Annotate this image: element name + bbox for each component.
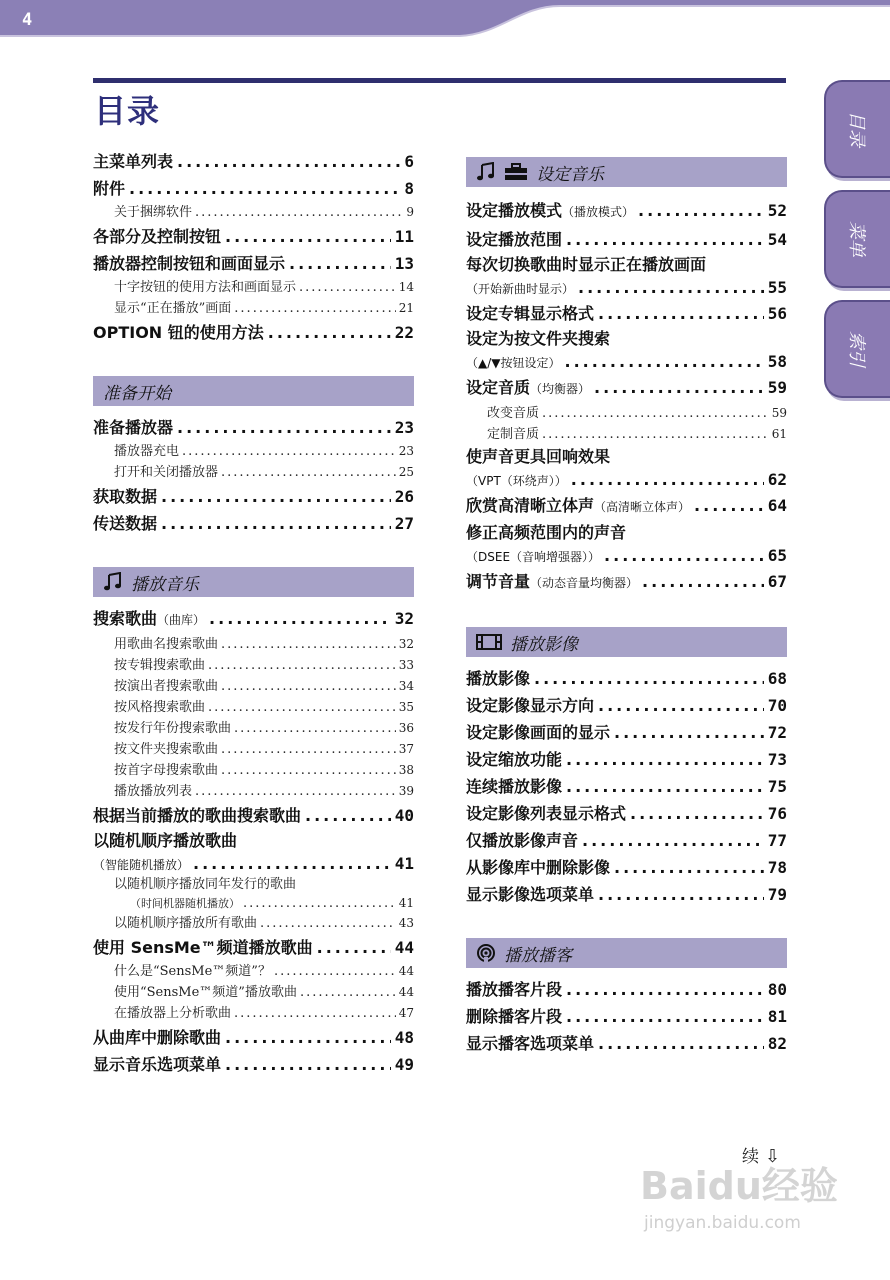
entry-label: 打开和关闭播放器: [114, 465, 219, 480]
entry-label: 以随机顺序播放同年发行的歌曲: [114, 877, 297, 892]
page-ref: 65: [767, 546, 787, 565]
toc-entry[interactable]: [466, 568, 787, 597]
page-ref: 37: [398, 742, 414, 756]
page-ref: 82: [767, 1034, 787, 1053]
page-ref: 52: [767, 201, 787, 220]
entry-label: 删除播客片段: [466, 1007, 563, 1026]
page-ref: 62: [767, 470, 787, 489]
toc-entry[interactable]: [93, 802, 414, 829]
watermark-logo: Baidu经验: [640, 1164, 838, 1208]
toc-entry[interactable]: [466, 300, 787, 327]
entry-line1: 以随机顺序播放歌曲: [93, 831, 238, 850]
page-ref: 44: [394, 938, 414, 957]
toc-entry[interactable]: [466, 692, 787, 719]
entry-label: 连续播放影像: [466, 777, 563, 796]
page-ref: 6: [404, 152, 414, 171]
entry-label: 显示“正在播放”画面: [114, 301, 232, 316]
entry-label: OPTION 钮的使用方法: [93, 323, 264, 342]
entry-line2: （VPT（环绕声））: [466, 474, 567, 488]
toc-subentry[interactable]: [93, 697, 414, 718]
toc-entry[interactable]: [466, 800, 787, 827]
section-header-settings: [466, 157, 787, 187]
entry-label: 使用 SensMe™频道播放歌曲: [93, 938, 313, 957]
page-ref: 26: [394, 487, 414, 506]
entry-label: 什么是“SensMe™频道”？: [114, 964, 271, 979]
page-ref: 64: [767, 496, 787, 515]
toc-entry[interactable]: [466, 1030, 787, 1057]
toc-left-column: [93, 148, 414, 1078]
toc-entry[interactable]: [466, 197, 787, 226]
entry-label: 传送数据: [93, 514, 158, 533]
toc-entry[interactable]: [93, 250, 414, 277]
page-ref: 77: [767, 831, 787, 850]
section-title: 准备开始: [103, 383, 171, 404]
watermark-url: jingyan.baidu.com: [644, 1213, 801, 1233]
page-ref: 59: [767, 378, 787, 397]
film-icon: [476, 633, 502, 651]
page-ref: 80: [767, 980, 787, 999]
page-ref: 61: [771, 427, 787, 441]
toc-subentry[interactable]: [93, 961, 414, 982]
entry-label: 以随机顺序播放所有歌曲: [114, 916, 258, 931]
entry-label: 按专辑搜索歌曲: [114, 658, 206, 673]
toc-entry[interactable]: [466, 854, 787, 881]
entry-label: 按发行年份搜索歌曲: [114, 721, 232, 736]
entry-note: （动态音量均衡器）: [530, 576, 639, 590]
entry-label: 主菜单列表: [93, 152, 174, 171]
page-ref: 68: [767, 669, 787, 688]
page-ref: 81: [767, 1007, 787, 1026]
toc-subentry[interactable]: [93, 894, 414, 913]
side-tabs: [824, 80, 890, 410]
entry-label: 改变音质: [487, 406, 540, 421]
section-title: 设定音乐: [536, 164, 604, 185]
toc-entry[interactable]: [466, 773, 787, 800]
toc-entry[interactable]: [466, 976, 787, 1003]
entry-line2: （开始新曲时显示）: [466, 282, 575, 296]
page-ref: 36: [398, 721, 414, 735]
toc-entry[interactable]: [466, 665, 787, 692]
page-ref: 72: [767, 723, 787, 742]
page-ref: 32: [394, 609, 414, 628]
page-ref: 21: [398, 301, 414, 315]
toc-entry[interactable]: [466, 445, 787, 492]
entry-line1: 使声音更具回响效果: [466, 447, 611, 466]
toc-subentry[interactable]: [93, 441, 414, 462]
toc-entry[interactable]: [466, 1003, 787, 1030]
continue-label: 续: [742, 1147, 759, 1167]
section-title: 播放播客: [504, 945, 572, 966]
entry-label: （时间机器随机播放）: [130, 897, 240, 910]
page-ref: 23: [394, 418, 414, 437]
entry-label: 设定影像列表显示格式: [466, 804, 627, 823]
toc-entry[interactable]: [466, 327, 787, 374]
entry-label: 设定播放范围: [466, 230, 563, 249]
toc-entry[interactable]: [93, 1024, 414, 1051]
entry-label: 十字按钮的使用方法和画面显示: [114, 280, 297, 295]
section-header-video: [466, 627, 787, 657]
page-ref: 25: [398, 465, 414, 479]
entry-label: 按演出者搜索歌曲: [114, 679, 219, 694]
entry-line2: （智能随机播放）: [93, 858, 190, 872]
entry-label: 搜索歌曲: [93, 609, 158, 628]
toc-entry[interactable]: [93, 510, 414, 537]
entry-label: 设定专辑显示格式: [466, 304, 595, 323]
entry-label: 调节音量: [466, 572, 531, 591]
toc-entry[interactable]: [466, 521, 787, 568]
page-ref: 35: [398, 700, 414, 714]
top-banner: [0, 0, 890, 38]
entry-label: 在播放器上分析歌曲: [114, 1006, 232, 1021]
entry-label: 从影像库中删除影像: [466, 858, 611, 877]
page-ref: 75: [767, 777, 787, 796]
entry-line1: 每次切换歌曲时显示正在播放画面: [466, 255, 707, 274]
page-ref: 27: [394, 514, 414, 533]
toc-subentry[interactable]: [93, 298, 414, 319]
entry-label: 用歌曲名搜索歌曲: [114, 637, 219, 652]
page-ref: 11: [394, 227, 414, 246]
page-ref: 54: [767, 230, 787, 249]
entry-note: （均衡器）: [530, 382, 591, 396]
toc-entry[interactable]: [93, 319, 414, 346]
entry-label: 准备播放器: [93, 418, 174, 437]
toc-entry-shuffle[interactable]: [93, 829, 414, 876]
toc-right-column: [466, 157, 787, 1057]
podcast-icon: [476, 943, 496, 963]
page-ref: 49: [394, 1055, 414, 1074]
toc-entry[interactable]: [93, 934, 414, 961]
toc-entry[interactable]: [466, 746, 787, 773]
page-ref: 47: [398, 1006, 414, 1020]
toc-entry[interactable]: [93, 414, 414, 441]
entry-label: 从曲库中删除歌曲: [93, 1028, 222, 1047]
entry-label: 附件: [93, 179, 126, 198]
page-title: 目录: [94, 92, 161, 130]
entry-label: 播放播放列表: [114, 784, 193, 799]
page-ref: 34: [398, 679, 414, 693]
entry-line2: （DSEE（音响增强器））: [466, 550, 601, 564]
music-note-icon: [103, 572, 123, 592]
section-header-prepare: [93, 376, 414, 406]
entry-note: （高清晰立体声）: [594, 500, 691, 514]
entry-label: 关于捆绑软件: [114, 205, 193, 220]
entry-label: 设定音质: [466, 378, 531, 397]
page-ref: 39: [398, 784, 414, 798]
toc-entry[interactable]: [93, 148, 414, 175]
entry-label: 播放器充电: [114, 444, 180, 459]
toolbox-icon: [504, 162, 528, 182]
section-header-music: [93, 567, 414, 597]
toc-entry[interactable]: [93, 223, 414, 250]
tab-menu[interactable]: [824, 190, 890, 288]
entry-label: 根据当前播放的歌曲搜索歌曲: [93, 806, 302, 825]
toc-subentry[interactable]: [93, 760, 414, 781]
toc-subentry[interactable]: [93, 913, 414, 934]
page-ref: 44: [398, 964, 414, 978]
toc-subentry[interactable]: [93, 1003, 414, 1024]
page-ref: 23: [398, 444, 414, 458]
entry-label: 按风格搜索歌曲: [114, 700, 206, 715]
entry-label: 定制音质: [487, 427, 540, 442]
tab-index[interactable]: [824, 300, 890, 398]
page-ref: 48: [394, 1028, 414, 1047]
entry-label: 设定缩放功能: [466, 750, 563, 769]
page-ref: 55: [767, 278, 787, 297]
page-ref: 41: [394, 854, 414, 873]
page-ref: 32: [398, 637, 414, 651]
page-ref: 38: [398, 763, 414, 777]
page-ref: 40: [394, 806, 414, 825]
toc-subentry[interactable]: [93, 676, 414, 697]
toc-subentry[interactable]: [93, 739, 414, 760]
page-ref: 59: [771, 406, 787, 420]
entry-line1: 设定为按文件夹搜索: [466, 329, 611, 348]
toc-subentry[interactable]: [93, 634, 414, 655]
entry-label: 设定影像画面的显示: [466, 723, 611, 742]
section-title: 播放影像: [510, 634, 578, 655]
page-ref: 9: [406, 205, 414, 219]
toc-subentry[interactable]: [466, 403, 787, 424]
toc-subentry[interactable]: [93, 718, 414, 739]
toc-subentry[interactable]: [93, 462, 414, 483]
entry-label: 显示影像选项菜单: [466, 885, 595, 904]
toc-entry[interactable]: [466, 492, 787, 521]
toc-subentry[interactable]: [93, 982, 414, 1003]
entry-label: 显示音乐选项菜单: [93, 1055, 222, 1074]
page-number: 4: [22, 10, 33, 30]
toc-entry[interactable]: [466, 719, 787, 746]
arrow-down-icon: ⇩: [765, 1146, 781, 1167]
toc-entry[interactable]: [93, 1051, 414, 1078]
toc-entry[interactable]: [466, 881, 787, 908]
page-ref: 8: [404, 179, 414, 198]
entry-label: 播放影像: [466, 669, 531, 688]
entry-label: 各部分及控制按钮: [93, 227, 222, 246]
page-ref: 73: [767, 750, 787, 769]
entry-label: 播放播客片段: [466, 980, 563, 999]
entry-label: 使用“SensMe™频道”播放歌曲: [114, 985, 297, 1000]
entry-label: 显示播客选项菜单: [466, 1034, 595, 1053]
entry-note: （播放模式）: [562, 205, 635, 219]
section-title: 播放音乐: [131, 574, 199, 595]
toc-subentry[interactable]: [466, 424, 787, 445]
entry-label: 获取数据: [93, 487, 158, 506]
toc-subentry[interactable]: [93, 277, 414, 298]
entry-line1: 修正高频范围内的声音: [466, 523, 627, 542]
tab-label: 目录: [846, 111, 867, 147]
toc-subentry[interactable]: [93, 202, 414, 223]
entry-label: 欣赏高清晰立体声: [466, 496, 595, 515]
toc-entry[interactable]: [466, 374, 787, 403]
page-ref: 43: [398, 916, 414, 930]
toc-entry[interactable]: [466, 827, 787, 854]
section-header-podcast: [466, 938, 787, 968]
page-ref: 70: [767, 696, 787, 715]
entry-label: 按首字母搜索歌曲: [114, 763, 219, 778]
entry-line2: （▲/▼按钮设定）: [466, 356, 561, 370]
toc-subentry[interactable]: [93, 876, 414, 894]
page-ref: 13: [394, 254, 414, 273]
page-ref: 79: [767, 885, 787, 904]
title-rule: [93, 78, 786, 83]
toc-subentry[interactable]: [93, 655, 414, 676]
entry-label: 设定影像显示方向: [466, 696, 595, 715]
page-ref: 41: [398, 896, 414, 910]
toc-entry[interactable]: [466, 253, 787, 300]
page-ref: 78: [767, 858, 787, 877]
page-ref: 76: [767, 804, 787, 823]
entry-label: 播放器控制按钮和画面显示: [93, 254, 286, 273]
page-ref: 56: [767, 304, 787, 323]
music-note-icon: [476, 162, 496, 182]
toc-entry[interactable]: [93, 483, 414, 510]
page-ref: 33: [398, 658, 414, 672]
page-ref: 58: [767, 352, 787, 371]
page-ref: 44: [398, 985, 414, 999]
entry-label: 设定播放模式: [466, 201, 563, 220]
entry-label: 仅播放影像声音: [466, 831, 579, 850]
page-ref: 67: [767, 572, 787, 591]
page-ref: 14: [398, 280, 414, 294]
tab-label: 索引: [846, 331, 867, 367]
tab-label: 菜单: [846, 221, 867, 257]
toc-entry[interactable]: [93, 605, 414, 634]
toc-subentry[interactable]: [93, 781, 414, 802]
entry-label: 按文件夹搜索歌曲: [114, 742, 219, 757]
toc-entry[interactable]: [93, 175, 414, 202]
page-ref: 22: [394, 323, 414, 342]
toc-entry[interactable]: [466, 226, 787, 253]
tab-contents[interactable]: [824, 80, 890, 178]
entry-note: （曲库）: [157, 613, 206, 627]
